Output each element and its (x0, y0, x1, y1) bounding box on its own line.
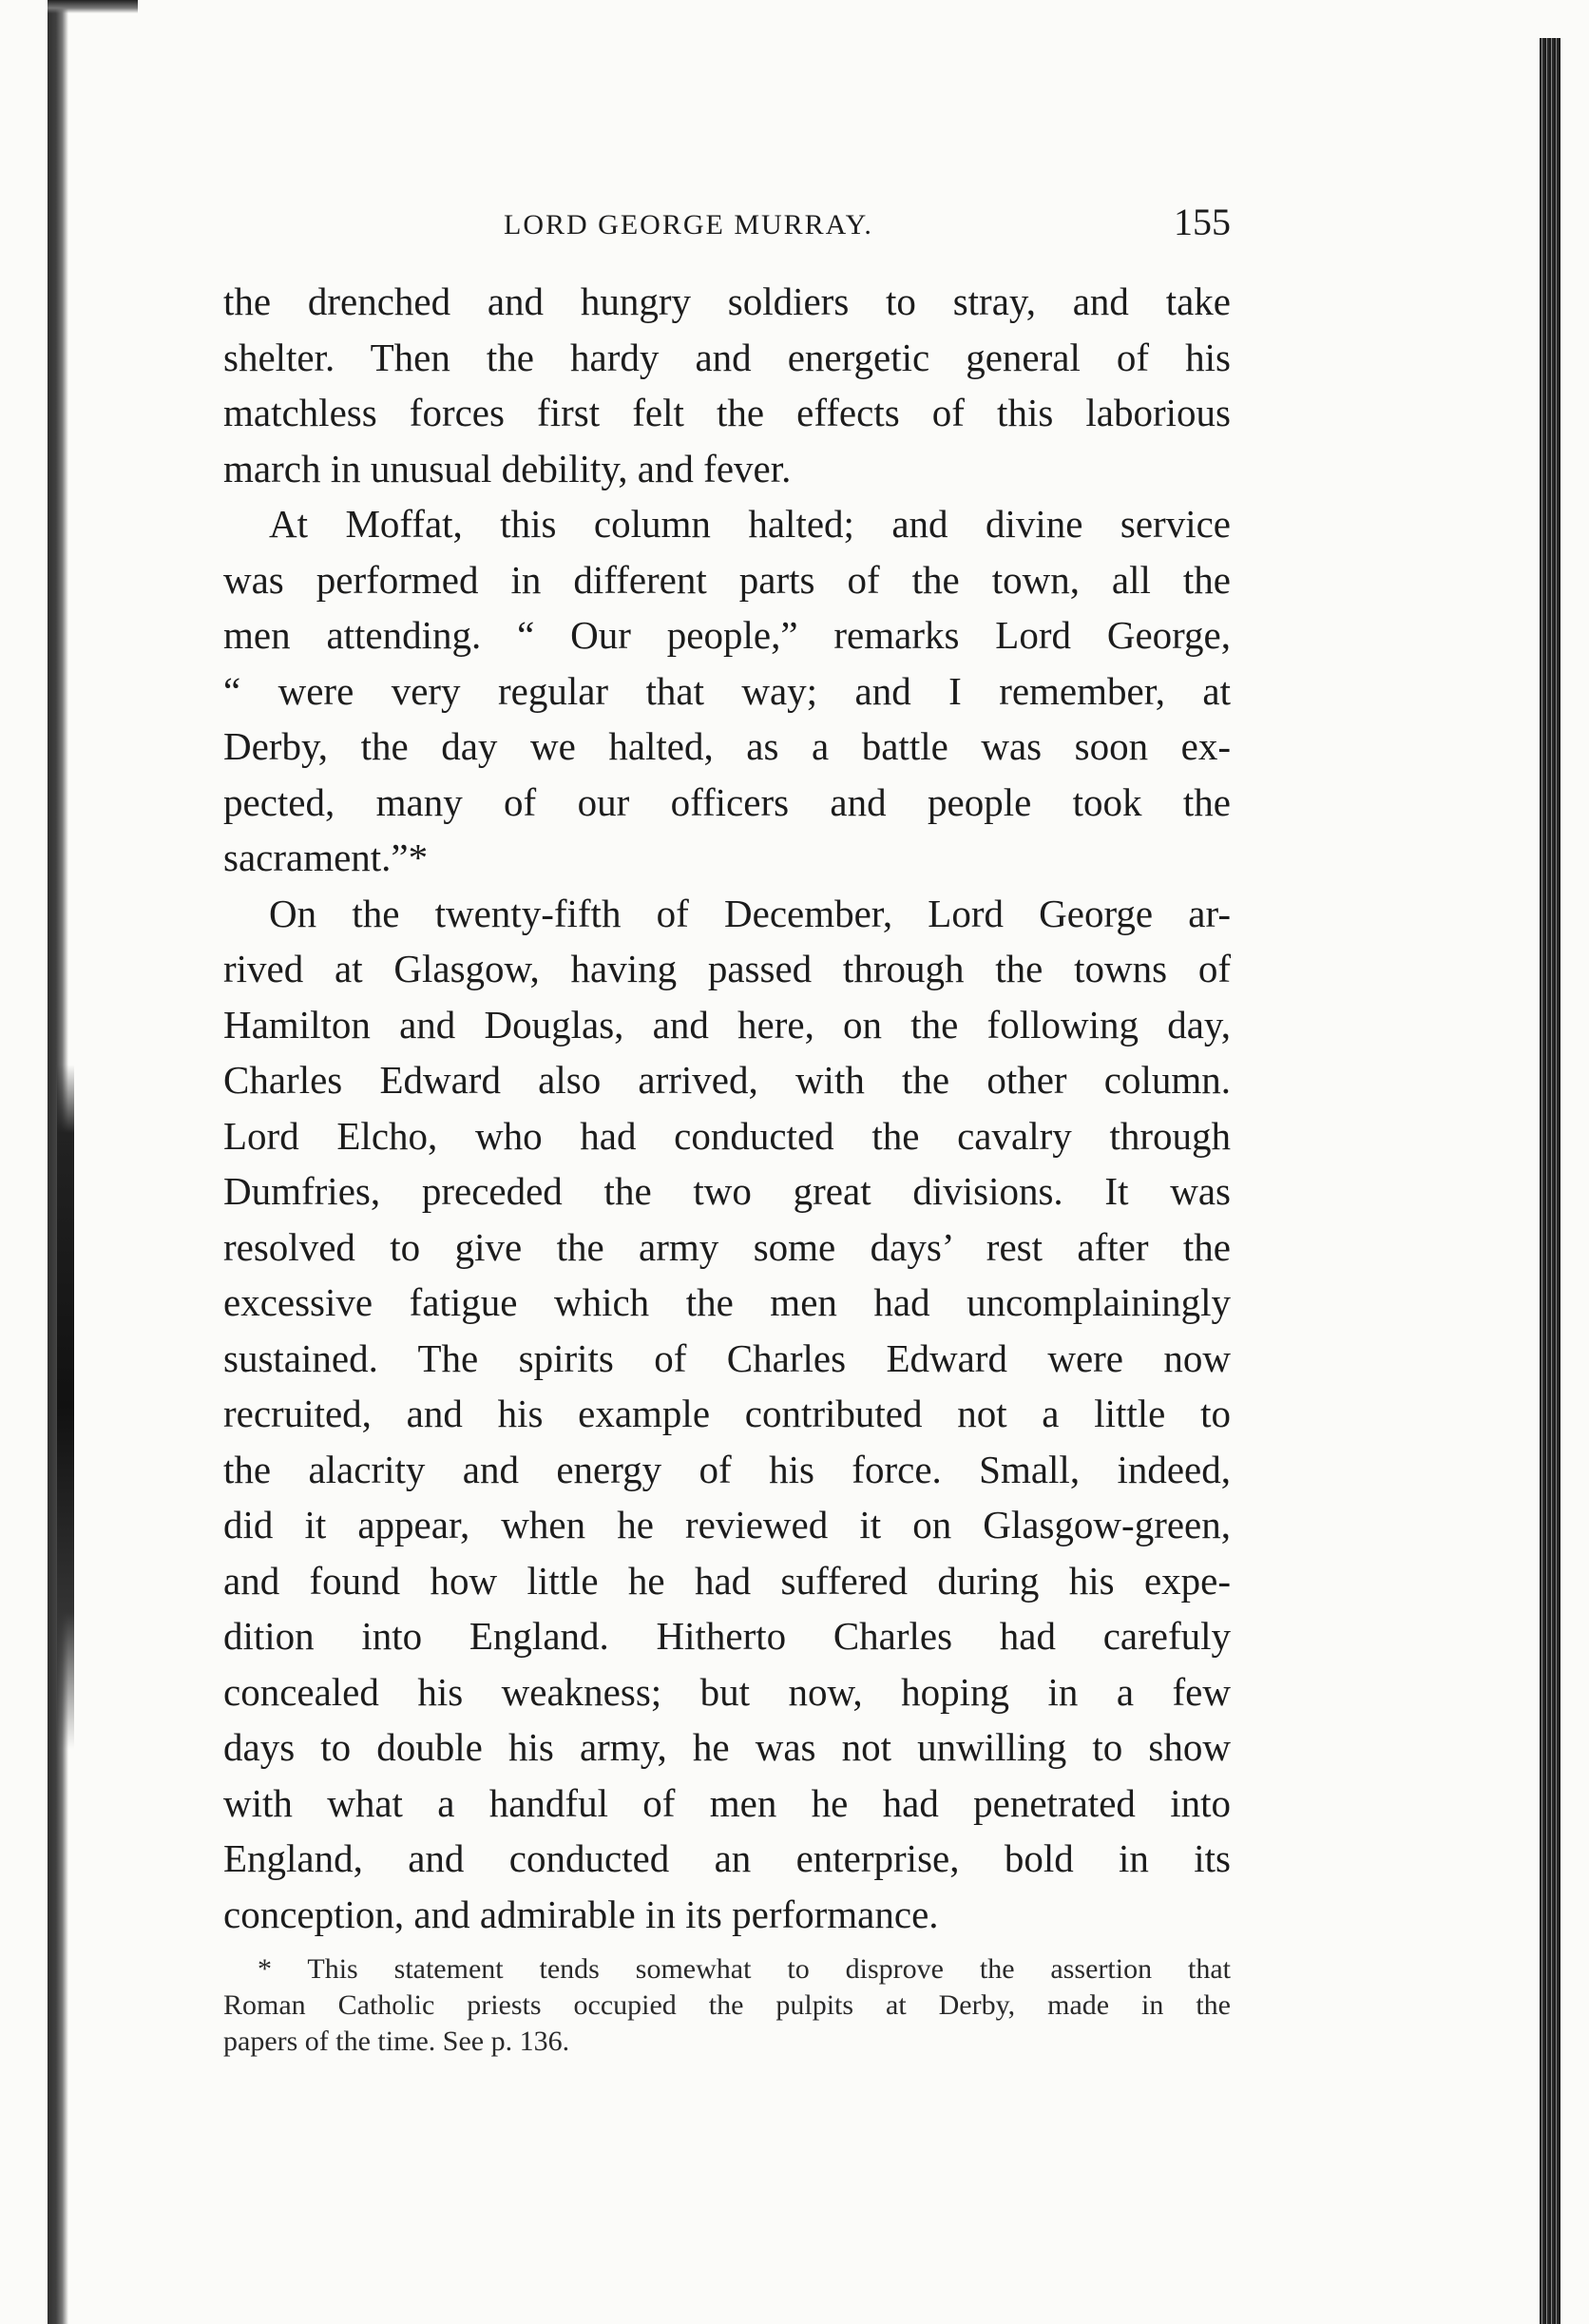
text-line: “ were very regular that way; and I remember, at (223, 668, 1231, 713)
text-line: Dumfries, preceded the two great divisions. It was (223, 1169, 1231, 1213)
footnote (223, 1951, 1231, 2060)
book-page (223, 190, 1231, 2060)
paragraph (223, 886, 1231, 1943)
footnote-line: Roman Catholic priests occupied the pulpits at Derby, made in the (223, 1989, 1231, 2021)
text-line: Charles Edward also arrived, with the other column. (223, 1058, 1231, 1102)
text-line: Hamilton and Douglas, and here, on the following day, (223, 1002, 1231, 1047)
binding-shadow-top (48, 0, 138, 13)
text-line: did it appear, when he reviewed it on Glasgow-green, (223, 1503, 1231, 1546)
text-line: At Moffat, this column halted; and divine service (269, 502, 1231, 546)
paragraph (223, 496, 1231, 886)
text-line: rived at Glasgow, having passed through the towns of (223, 947, 1231, 990)
page-edge (1540, 38, 1560, 2324)
text-line: excessive fatigue which the men had uncomplainingly (223, 1280, 1231, 1324)
text-line: the drenched and hungry soldiers to stray, and take (223, 279, 1231, 323)
text-line: Lord Elcho, who had conducted the cavalry through (223, 1113, 1231, 1158)
text-line: men attending. “ Our people,” remarks Lord George, (223, 613, 1231, 657)
text-line: resolved to give the army some days’ rest after the (223, 1224, 1231, 1269)
text-line: England, and conducted an enterprise, bold in its (223, 1836, 1231, 1880)
paragraph (223, 274, 1231, 496)
text-line: march in unusual debility, and fever. (223, 446, 792, 490)
text-line: Derby, the day we halted, as a battle was soon ex- (223, 724, 1231, 768)
text-line: sacrament.”* (223, 835, 429, 879)
text-line: shelter. Then the hardy and energetic general of his (223, 335, 1231, 379)
body-text (223, 274, 1231, 1942)
text-line: sustained. The spirits of Charles Edward were now (223, 1335, 1231, 1380)
text-line: and found how little he had suffered during his expe- (223, 1558, 1231, 1603)
text-line: with what a handful of men he had penetrated into (223, 1780, 1231, 1825)
running-head (223, 190, 1231, 257)
binding-ink-mark (57, 1065, 74, 1749)
footnote-line: papers of the time. See p. 136. (223, 2026, 570, 2057)
footnote-line: * This statement tends somewhat to disprove the assertion that (258, 1953, 1231, 1985)
text-line: was performed in different parts of the town, all the (223, 557, 1231, 602)
text-line: days to double his army, he was not unwilling to show (223, 1725, 1231, 1769)
text-line: On the twenty-fifth of December, Lord George ar- (269, 891, 1231, 935)
text-line: pected, many of our officers and people took the (223, 779, 1231, 824)
page-number: 155 (1174, 201, 1231, 243)
text-line: recruited, and his example contributed not a little to (223, 1392, 1231, 1435)
text-line: the alacrity and energy of his force. Small, indeed, (223, 1447, 1231, 1491)
text-line: dition into England. Hitherto Charles had carefuly (223, 1614, 1231, 1658)
text-line: concealed his weakness; but now, hoping in a few (223, 1669, 1231, 1714)
text-line: matchless forces first felt the effects of this laborious (223, 391, 1231, 434)
running-title: LORD GEORGE MURRAY. (504, 209, 873, 240)
text-line: conception, and admirable in its performance. (223, 1892, 939, 1936)
